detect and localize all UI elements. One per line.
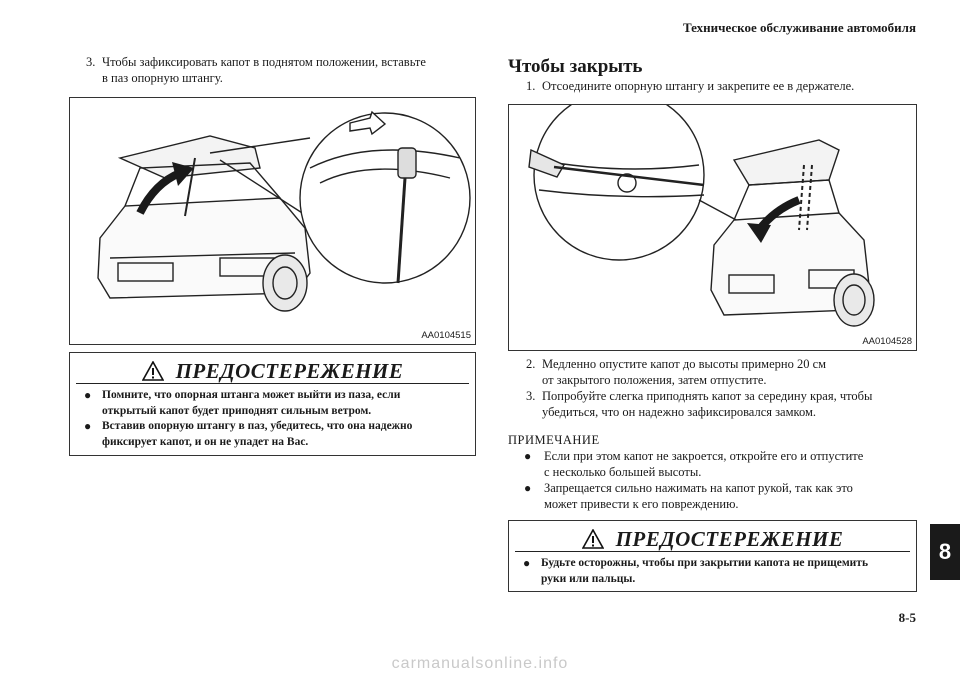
note-item-line2: с несколько большей высоты. xyxy=(544,465,702,479)
warning-body xyxy=(70,384,475,456)
step-3-close xyxy=(526,389,926,420)
figure-code: AA0104515 xyxy=(421,330,471,341)
step-number: 1. xyxy=(526,79,536,93)
figure-hood-close xyxy=(508,104,917,351)
warning-item xyxy=(523,556,906,587)
note-item xyxy=(524,448,919,480)
warning-triangle-icon xyxy=(142,361,164,381)
hood-prop-rod-illustration xyxy=(70,98,475,344)
warning-box-left xyxy=(69,352,476,456)
step-text-line1: Медленно опустите капот до высоты примерно 20 см xyxy=(542,357,827,371)
warning-item-line2: руки или пальцы. xyxy=(541,572,636,585)
note-list xyxy=(524,448,919,512)
warning-item-line1: Будьте осторожны, чтобы при закрытии капота не прищемить xyxy=(541,557,869,569)
hood-closing-illustration xyxy=(509,105,916,350)
step-text: Отсоедините опорную штангу и закрепите ее в держателе. xyxy=(542,79,855,93)
note-item-line1: Запрещается сильно нажимать на капот рукой, так как это xyxy=(544,481,853,495)
warning-header xyxy=(76,359,469,384)
chapter-tab: 8 xyxy=(930,524,960,580)
step-text-line2: от закрытого положения, затем отпустите. xyxy=(542,372,767,387)
warning-item-line1: Помните, что опорная штанга может выйти из паза, если xyxy=(102,389,401,401)
figure-code: AA0104528 xyxy=(862,336,912,347)
bullet-icon: ● xyxy=(524,449,532,463)
warning-title: ПРЕДОСТЕРЕЖЕНИЕ xyxy=(615,526,844,551)
figure-hood-open xyxy=(69,97,476,345)
warning-item-line2: открытый капот будет приподнят сильным ветром. xyxy=(102,404,372,417)
step-3-open xyxy=(86,55,486,86)
warning-item xyxy=(84,419,465,450)
step-text-line2: убедиться, что он надежно зафиксировался замком. xyxy=(542,404,817,419)
bullet-icon: ● xyxy=(84,388,92,402)
note-item-line2: может привести к его повреждению. xyxy=(544,497,739,511)
warning-item-line1: Вставив опорную штангу в паз, убедитесь, что она надежно xyxy=(102,420,413,432)
note-item xyxy=(524,480,919,512)
warning-box-right xyxy=(508,520,917,592)
bullet-icon: ● xyxy=(84,419,92,433)
bullet-icon: ● xyxy=(524,481,532,495)
warning-header xyxy=(515,527,910,552)
warning-body xyxy=(509,552,916,593)
section-title: Техническое обслуживание автомобиля xyxy=(682,20,916,35)
warning-triangle-icon xyxy=(582,529,604,549)
step-2-close xyxy=(526,357,926,388)
step-text-line2: в паз опорную штангу. xyxy=(102,70,223,85)
note-title: ПРИМЕЧАНИЕ xyxy=(508,433,600,447)
step-number: 3. xyxy=(526,389,536,403)
warning-item-line2: фиксирует капот, и он не упадет на Вас. xyxy=(102,435,309,448)
warning-title: ПРЕДОСТЕРЕЖЕНИЕ xyxy=(175,358,404,383)
section-heading: Чтобы закрыть xyxy=(508,56,643,77)
step-text-line1: Попробуйте слегка приподнять капот за середину края, чтобы xyxy=(542,389,873,403)
watermark: carmanualsonline.info xyxy=(391,655,569,672)
step-text-line1: Чтобы зафиксировать капот в поднятом положении, вставьте xyxy=(102,55,426,69)
step-number: 2. xyxy=(526,357,536,371)
step-1-close xyxy=(526,79,926,95)
warning-item xyxy=(84,388,465,419)
step-number: 3. xyxy=(86,55,96,69)
note-item-line1: Если при этом капот не закроется, откройте его и отпустите xyxy=(544,449,864,463)
page-number: 8-5 xyxy=(898,610,916,625)
bullet-icon: ● xyxy=(523,556,531,570)
